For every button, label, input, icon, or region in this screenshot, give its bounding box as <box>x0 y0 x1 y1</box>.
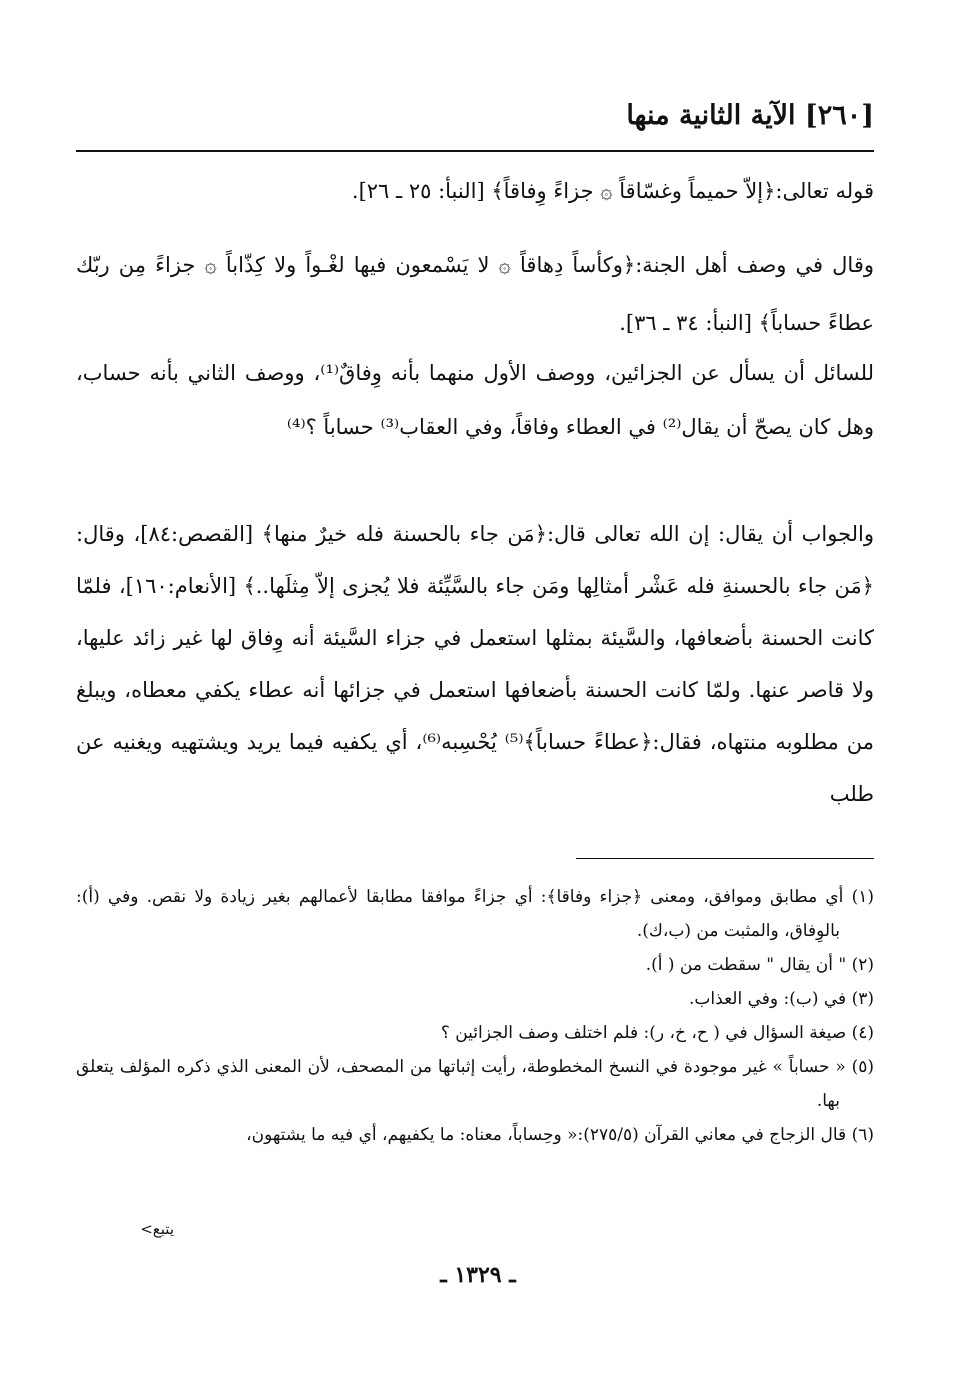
heading-divider <box>76 150 874 152</box>
footnote-1: (١) أي مطابق وموافق، ومعنى ﴿جزاء وفاقا﴾: أي جزاءً موافقا مطابقا لأعمالهم بغير زيادة ولا نقص. وفي (أ): بالوِفاق، والمثبت من (ب،ك). <box>76 887 874 941</box>
footnote-divider <box>576 858 874 859</box>
page-number: ـ ١٣٢٩ ـ <box>440 1262 516 1288</box>
paragraph-answer: والجواب أن يقال: إن الله تعالى قال:﴿مَن جاء بالحسنة فله خيرٌ منها﴾ [القصص:٨٤]، وقال:﴿مَن جاء بالحسنةِ فله عَشْر أمثالِها ومَن جاء بالسَّيِّئة فلا يُجزى إلاّ مِثلَها..﴾ [الأنعام:١٦٠]، فلمّا كانت الحسنة بأضعافها، والسَّيئة بمثلها استعمل في جزاء السَّيئة أنه وِفاق لها غير زائد عليها، ولا قاصر عنها. ولمّا كانت الحسنة بأضعافها استعمل في جزائها أنه عطاء يكفي معطاه، ويبلغ من مطلوبه منتهاه، فقال:﴿عطاءً حساباً﴾⁽⁵⁾ يُحْسِبه⁽⁶⁾، أي يكفيه فيما يريد ويشتهيه ويغنيه عن طلب <box>76 522 874 806</box>
section-heading: [٢٦٠] الآية الثانية منها <box>626 100 874 131</box>
footnote-5: (٥) « حساباً » غير موجودة في النسخ المخطوطة، رأيت إثباتها من المصحف، لأن المعنى الذي ذكره المؤلف يتعلق بها. <box>76 1057 874 1111</box>
paragraph-question: للسائل أن يسأل عن الجزائين، ووصف الأول منهما بأنه وِفاقٌ⁽¹⁾، ووصف الثاني بأنه حساب، وهل كان يصحّ أن يقال⁽²⁾ في العطاء وفاقاً، وفي العقاب⁽³⁾ حساباً ؟⁽⁴⁾ <box>76 361 874 439</box>
footnote-6: (٦) قال الزجاج في معاني القرآن (٢٧٥/٥):« وحِساباً، معناه: ما يكفيهم، أي فيه ما يشتهون، <box>246 1125 874 1145</box>
paragraph-verse-2: وقال في وصف أهل الجنة:﴿وكأساً دِهاقاً ۞ لا يَسْمعون فيها لغْـواً ولا كِذّاباً ۞ جزاءً مِن ربّك عطاءً حساباً﴾ [النبأ: ٣٤ ـ ٣٦]. <box>76 253 874 335</box>
continued-marker: يتبع> <box>140 1220 174 1238</box>
paragraph-verse-1: قوله تعالى:﴿إلاّ حميماً وغسّاقاً ۞ جزاءً وِفاقاً﴾ [النبأ: ٢٥ ـ ٢٦]. <box>351 179 874 203</box>
footnote-3: (٣) في (ب): وفي العذاب. <box>689 989 874 1009</box>
footnotes-list <box>76 880 874 1152</box>
footnote-4: (٤) صيغة السؤال في ( ح، خ، ر): فلم اختلف وصف الجزائين ؟ <box>440 1023 874 1043</box>
footnote-2: (٢) " أن يقال " سقطت من ( أ). <box>645 955 874 975</box>
